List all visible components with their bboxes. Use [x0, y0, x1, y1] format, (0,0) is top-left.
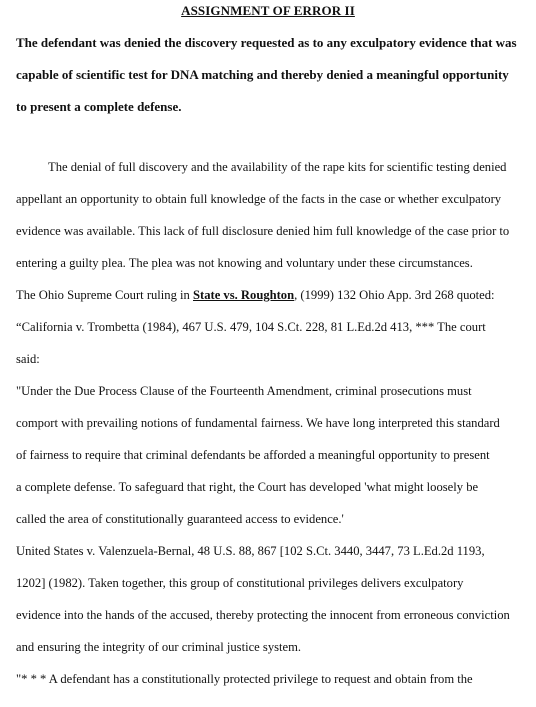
section-heading [0, 3, 536, 19]
body-line-13: United States v. Valenzuela-Bernal, 48 U.S. 88, 867 [102 S.Ct. 3440, 3447, 73 L.Ed.2d 1193, [16, 544, 485, 558]
body-line-9: comport with prevailing notions of fundamental fairness. We have long interpreted this standard [16, 416, 500, 430]
body-line-6: “California v. Trombetta (1984), 467 U.S. 479, 104 S.Ct. 228, 81 L.Ed.2d 413, *** The court [16, 320, 486, 334]
body-line-10: of fairness to require that criminal defendants be afforded a meaningful opportunity to present [16, 448, 490, 462]
issue-line-3: to present a complete defense. [16, 99, 182, 114]
body-line-11: a complete defense. To safeguard that right, the Court has developed 'what might loosely be [16, 480, 479, 494]
body-line-7: said: [16, 352, 40, 366]
body-line-17: "* * * A defendant has a constitutionally protected privilege to request and obtain from the [16, 672, 473, 686]
body-line-16: and ensuring the integrity of our criminal justice system. [16, 640, 302, 654]
section-heading-text: ASSIGNMENT OF ERROR II [181, 3, 355, 18]
body-line-8: "Under the Due Process Clause of the Fourteenth Amendment, criminal prosecutions must [16, 384, 472, 398]
case-citation-link: State vs. Roughton [193, 288, 295, 302]
body-line-5-prefix: The Ohio Supreme Court ruling in [16, 288, 190, 302]
issue-line-1: The defendant was denied the discovery requested as to any exculpatory evidence that was [16, 35, 517, 50]
body-line-2: appellant an opportunity to obtain full knowledge of the facts in the case or whether exculpatory [16, 192, 502, 206]
body-line-3: evidence was available. This lack of full disclosure denied him full knowledge of the case prior to [16, 224, 510, 238]
body-line-1: The denial of full discovery and the availability of the rape kits for scientific testing denied [48, 160, 507, 174]
body-line-5 [16, 288, 495, 303]
body-line-5-suffix: , (1999) 132 Ohio App. 3rd 268 quoted: [294, 288, 495, 302]
body-line-15: evidence into the hands of the accused, thereby protecting the innocent from erroneous conviction [16, 608, 510, 622]
body-line-12: called the area of constitutionally guaranteed access to evidence.' [16, 512, 344, 526]
issue-line-2: capable of scientific test for DNA matching and thereby denied a meaningful opportunity [16, 67, 509, 82]
body-line-4: entering a guilty plea. The plea was not knowing and voluntary under these circumstances. [16, 256, 473, 270]
body-line-14: 1202] (1982). Taken together, this group of constitutional privileges delivers exculpatory [16, 576, 464, 590]
